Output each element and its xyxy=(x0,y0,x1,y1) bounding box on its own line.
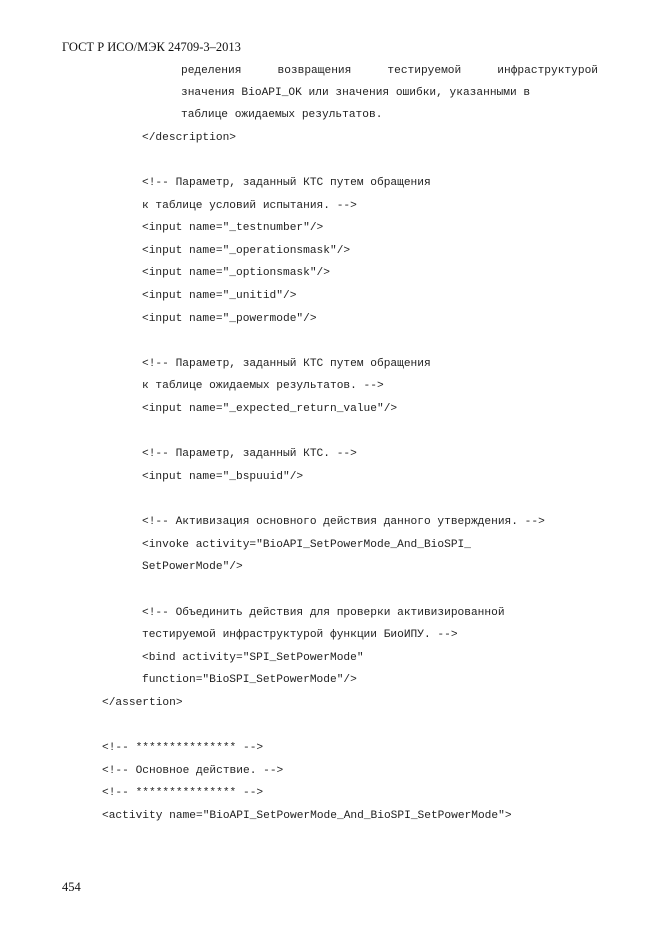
code-line: <!-- Параметр, заданный КТС путем обращения xyxy=(142,358,431,370)
code-line: <input name="_powermode"/> xyxy=(142,313,317,325)
page-header: ГОСТ Р ИСО/МЭК 24709-3–2013 xyxy=(62,40,241,54)
code-line: <!-- Параметр, заданный КТС. --> xyxy=(142,448,357,460)
code-line: <!-- Активизация основного действия данного утверждения. --> xyxy=(142,516,545,528)
code-line: таблице ожидаемых результатов. xyxy=(181,109,383,121)
code-line: </description> xyxy=(142,132,236,144)
code-line: SetPowerMode"/> xyxy=(142,561,243,573)
code-line: к таблице ожидаемых результатов. --> xyxy=(142,380,384,392)
code-line: <input name="_unitid"/> xyxy=(142,290,297,302)
code-line: <!-- *************** --> xyxy=(102,787,264,799)
code-line: <input name="_optionsmask"/> xyxy=(142,267,330,279)
code-line: <input name="_expected_return_value"/> xyxy=(142,403,398,415)
code-line: ределения возвращения тестируемой инфраструктурой xyxy=(181,65,598,77)
code-line: <!-- Объединить действия для проверки активизированной xyxy=(142,607,505,619)
code-line: <input name="_bspuuid"/> xyxy=(142,471,304,483)
code-line: <bind activity="SPI_SetPowerMode" xyxy=(142,652,364,664)
code-line: <invoke activity="BioAPI_SetPowerMode_And_BioSPI_ xyxy=(142,539,471,551)
code-line: тестируемой инфраструктурой функции БиоИПУ. --> xyxy=(142,629,458,641)
code-line: <!-- Основное действие. --> xyxy=(102,765,284,777)
code-line: <!-- *************** --> xyxy=(102,742,264,754)
code-line: <activity name="BioAPI_SetPowerMode_And_BioSPI_SetPowerMode"> xyxy=(102,810,512,822)
code-line: <input name="_testnumber"/> xyxy=(142,222,324,234)
page-number: 454 xyxy=(62,880,81,894)
code-line: значения BioAPI_OK или значения ошибки, указанными в xyxy=(181,87,531,99)
code-line: <!-- Параметр, заданный КТС путем обращения xyxy=(142,177,431,189)
code-line: </assertion> xyxy=(102,697,183,709)
code-line: к таблице условий испытания. --> xyxy=(142,200,357,212)
code-line: <input name="_operationsmask"/> xyxy=(142,245,351,257)
code-line: function="BioSPI_SetPowerMode"/> xyxy=(142,674,357,686)
